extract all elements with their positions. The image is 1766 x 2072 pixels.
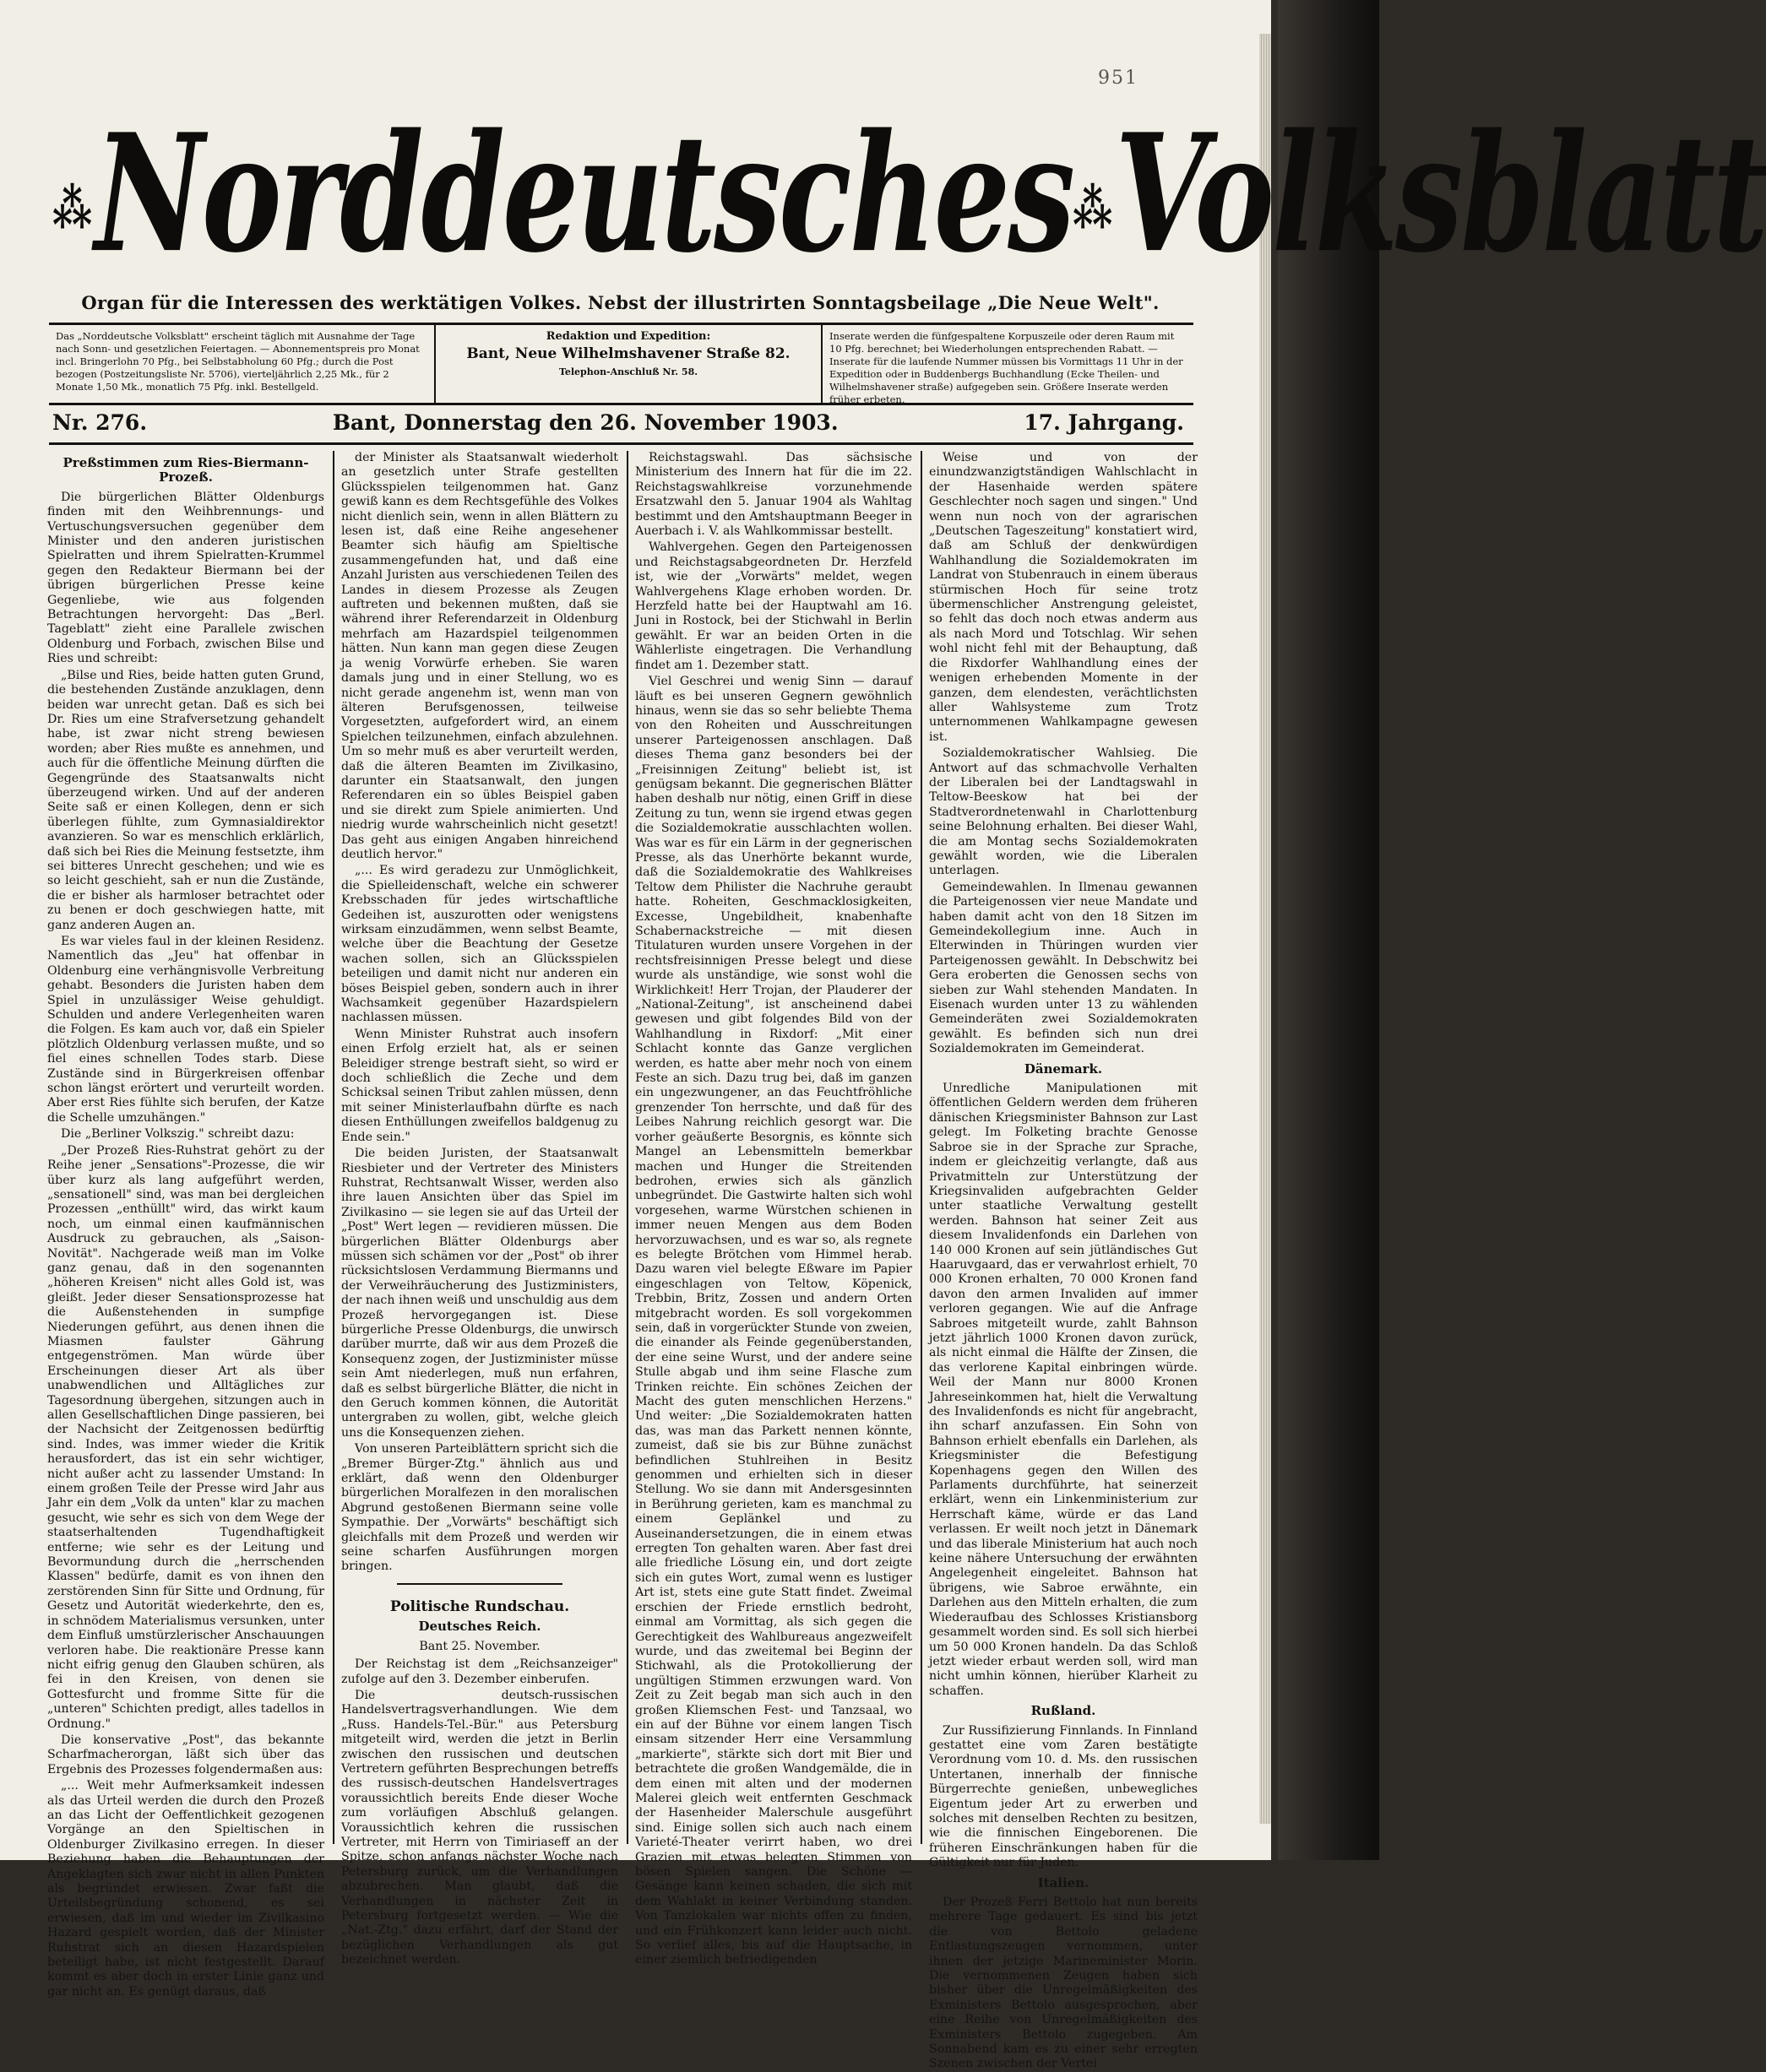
- paragraph: Unredliche Manipulationen mit öffentlichen Geldern werden dem früheren dänischen Kriegsminister Bahnson zur Last gelegt. Im Folketing brachte Genosse Sabroe sie in der Sprache zur Sprache, indem er gleichzeitig verlangte, daß aus Privatmitteln zur Unterstützung der Kriegsinvaliden aufgebrachten Gelder unter staatliche Verwaltung gestellt werden. Bahnson hat seiner Zeit aus diesem Invalidenfonds ein Darlehen von 140 000 Kronen auf sein jütländisches Gut Haaruvgaard, das er verwahrlost erhielt, 70 000 Kronen erhalten, 70 000 Kronen fand davon den armen Invaliden auf immer verloren gegangen. Wie auf die Anfrage Sabroes mitgeteilt wurde, zahlt Bahnson jetzt jährlich 1000 Kronen davon zurück, als nicht einmal die Hälfte der Zinsen, die das verlorene Kapital einbringen würde. Weil der Mann nur 8000 Kronen Jahreseinkommen hat, hielt die Verwaltung des Invalidenfonds es nicht für angebracht, ihn scharf anzufassen. Ein Sohn von Bahnson erhielt ebenfalls ein Darlehen, als Kriegsminister die Befestigung Kopenhagens gegen den Willen des Parlaments durchführte, hat seinerzeit erklärt, wenn ein Linkenministerium zur Herrschaft käme, würde er das Land verlassen. Er weilt noch jetzt in Dänemark und das liberale Ministerium hat auch noch keine nähere Untersuchung der erwähnten Angelegenheit eingeleitet. Bahnson hat übrigens, wie Sabroe erwähnte, ein Darlehen aus den Mitteln erhalten, die zum Wiederaufbau des Schlosses Kristiansborg gesammelt worden sind. Es soll sich hierbei um 50 000 Kronen handeln. Da das Schloß jetzt wieder erbaut werden soll, wird man nicht umhin können, hierüber Klarheit zu schaffen.: [929, 1082, 1198, 1698]
- paragraph: Die deutsch-russischen Handelsvertragsverhandlungen. Wie dem „Russ. Handels-Tel.-Bür." aus Petersburg mitgeteilt wird, werden die jetzt in Berlin zwischen den russischen und deutschen Vertretern geführten Besprechungen betreffs des russisch-deutschen Handelsvertrages voraussichtlich bereits Ende dieser Woche zum vorläufigen Abschluß gelangen. Voraussichtlich kehren die russischen Vertreter, mit Herrn von Timiriaseff an der Spitze, schon anfangs nächster Woche nach Petersburg zurück, um die Verhandlungen abzubrechen. Man glaubt, daß die Verhandlungen in nächster Zeit in Petersburg fortgesetzt werden. — Wie die „Nat.-Ztg." dazu erfährt, darf der Stand der bezüglichen Verhandlungen als gut bezeichnet werden.: [341, 1688, 618, 1967]
- subtitle: Organ für die Interessen des werktätigen Volkes. Nebst der illustrirten Sonntagsbeilage „Die Neue Welt".: [81, 292, 1160, 313]
- editorial-heading: Redaktion und Expedition:: [546, 330, 711, 343]
- dateline-local: Bant 25. November.: [419, 1639, 541, 1653]
- issue-number: Nr. 276.: [52, 410, 148, 435]
- column-rule: [333, 451, 334, 1844]
- subscription-info: Das „Norddeutsche Volksblatt" erscheint täglich mit Ausnahme der Tage nach Sonn- und gesetzlichen Feiertagen. — Abonnementspreis pro Monat incl. Bringerlohn 70 Pfg., bei Selbstabholung 60 Pfg.; durch die Post bezogen (Postzeitungsliste Nr. 5706), vierteljährlich 2,25 Mk., für 2 Monate 1,50 Mk., monatlich 75 Pfg. inkl. Bestellgeld.: [49, 325, 436, 403]
- subsection-heading: Rußland.: [1030, 1703, 1096, 1719]
- editorial-street: Bant, Neue Wilhelmshavener Straße 82.: [466, 345, 791, 362]
- dateline-rule: [49, 442, 1193, 445]
- column-2: [341, 451, 618, 1967]
- page-edge: [1259, 34, 1271, 1824]
- column-rule: [921, 451, 922, 1844]
- paragraph: Zur Russifizierung Finnlands. In Finnland gestattet eine vom Zaren bestätigte Verordnung vom 10. d. Ms. den russischen Untertanen, innerhalb der finnische Bürgerrechte genießen, unbewegliches Eigentum jeder Art zu erwerben und solches mit denselben Rechten zu besitzen, wie die finnischen Eingeborenen. Die früheren Einschränkungen haben für die Gültigkeit nur für Juden.: [929, 1723, 1198, 1870]
- editorial-address: [436, 325, 823, 403]
- ornament-icon: ⁂: [1073, 176, 1111, 239]
- ornament-icon: ⁂: [52, 176, 90, 239]
- subsection-heading: Italien.: [1037, 1874, 1089, 1890]
- paragraph: Von unseren Parteiblättern spricht sich die „Bremer Bürger-Ztg." ähnlich aus und erklärt, daß wenn den Oldenburger bürgerlichen Moralfezen in den moralischen Abgrund gestoßenen Biermann seine volle Sympathie. Der „Vorwärts" beschäftigt sich gleichfalls mit dem Prozeß und werden wir seine scharfen Ausführungen morgen bringen.: [341, 1442, 618, 1574]
- section-divider: [397, 1583, 563, 1585]
- issue-date: Bant, Donnerstag den 26. November 1903.: [332, 410, 839, 435]
- paragraph: „Der Prozeß Ries-Ruhstrat gehört zu der Reihe jener „Sensations"-Prozesse, die wir über kurz als lang aufgeführt werden, „sensationell" sind, was man bei dergleichen Prozessen „enthüllt" wird, das wirkt kaum noch, um einmal einen kaufmännischen Ausdruck zu gebrauchen, als „Saison-Novität". Nachgerade weiß man im Volke ganz genau, daß in den sogenannten „höheren Kreisen" nicht alles Gold ist, was gleißt. Jeder dieser Sensationsprozesse hat die Außenstehenden in sumpfige Niederungen geführt, aus denen ihnen die Miasmen faulster Gährung entgegenströmen. Man würde über Erscheinungen dieser Art als über unabwendlichen und Alltägliches zur Tagesordnung übergehen, sitzungen auch in allen Gesellschaftlichen Dinge passieren, bei der Nachsicht der Zeitgenossen bedürftig sind. Indes, was immer wieder die Kritik herausfordert, das ist ein sehr wichtiger, nicht außer acht zu lassender Umstand: In einem großen Teile der Presse wird Jahr aus Jahr ein dem „Volk da unten" klar zu machen gesucht, wie sehr es sich von dem Wege der staatserhaltenden Tugendhaftigkeit entferne; wie sehr es der Leitung und Bevormundung durch die „herrschenden Klassen" bedürfe, damit es von ihnen den zerstörenden Sinn für Sitte und Ordnung, für Gesetz und Autorität wiederkehrte, den es, in schnödem Materialismus versunken, unter dem Einfluß umstürzlerischer Anschauungen verloren habe. Die reaktionäre Presse kann nicht eifrig genug den Glauben schüren, als fei in den Kreisen, von denen sie Gottesfurcht und fromme Sitte für die „unteren" Schichten predigt, alles tadellos in Ordnung.": [47, 1143, 324, 1731]
- masthead-word-1: ⁂Norddeutsches: [52, 99, 1073, 290]
- paragraph: „Bilse und Ries, beide hatten guten Grund, die bestehenden Zustände anzuklagen, denn beiden war unrecht getan. Daß es sich bei Dr. Ries um eine Strafversetzung gehandelt habe, ist zwar nicht streng bewiesen worden; aber Ries mußte es annehmen, und auch für die öffentliche Meinung dürften die Gegengründe des Staatsanwalts nicht überzeugend wirken. Und auf der anderen Seite saß er einen Kollegen, denn er sich überlegen fühlte, zum Gymnasialdirektor avanzieren. So war es menschlich erklärlich, daß sich bei Ries die Meinung festsetzte, ihm sei bitteres Unrecht geschehen; und wie es so leicht geschieht, sah er nun die Zustände, die er bisher als harmloser betrachtet oder zu benen er doch geschwiegen hatte, mit ganz anderen Augen an.: [47, 668, 324, 932]
- paragraph: Wahlvergehen. Gegen den Parteigenossen und Reichstagsabgeordneten Dr. Herzfeld ist, wie der „Vorwärts" meldet, wegen Wahlvergehens Klage erhoben worden. Dr. Herzfeld hatte bei der Hauptwahl am 16. Juni in Rostock, bei der Stichwahl in Berlin gewählt. Er war an beiden Orten in die Wählerliste eingetragen. Die Verhandlung findet am 1. Dezember statt.: [635, 540, 912, 672]
- archive-mark: 951: [1098, 68, 1138, 89]
- column-4: [929, 451, 1198, 2071]
- paragraph: Weise und von der einundzwanzigtständigen Wahlschlacht in der Hasenhaide werden spätere Geschlechter noch sagen und singen." Und wenn nun noch von der agrarischen „Deutschen Tageszeitung" konstatiert wird, daß am Schluß der denkwürdigen Wahlhandlung die Sozialdemokraten im Landrat von Stubenrauch in einem überaus stürmischen Hoch für seine trotz übermenschlicher Anstrengung geleistet, so fehlt das doch noch etwas anderm aus als nach Mord und Totschlag. Wir sehen wohl nicht fehl mit der Behauptung, daß die Rixdorfer Wahlhandlung eines der wenigen erhebenden Momente in der ganzen, dem elendesten, verächtlichsten aller Wahlsysteme zum Trotz unternommenen Wahlkampagne gewesen ist.: [929, 451, 1198, 744]
- paragraph: „... Weit mehr Aufmerksamkeit indessen als das Urteil werden die durch den Prozeß an das Licht der Oeffentlichkeit gezogenen Vorgänge an den Spieltischen in Oldenburger Zivilkasino erregen. In dieser Beziehung haben die Behauptungen der Angeklagten sich zwar nicht in allen Punkten als begründet erwiesen. Zwar faßt die Urteilsbegründung schonend, es sei erwiesen, daß im und wieder im Zivilkasino Hazard gespielt worden, daß der Minister Ruhstrat sich an diesen Hazardspielen beteiligt habe, ist nicht festgestellt. Darauf kommt es aber doch in erster Linie ganz und gar nicht an. Es genügt daraus, daß: [47, 1779, 324, 1999]
- paragraph: Der Prozeß Ferri Bettolo hat nun bereits mehrere Tage gedauert. Es sind bis jetzt die von Bettolo geladene Entlastungszeugen vernommen, unter ihnen der jetzige Marineminister Morin. Die vernommenen Zeugen haben sich bisher über die Unregelmäßigkeiten des Exministers Bettolo ausgesprochen, aber eine Reihe von Unregelmäßigkeiten des Exministers Bettolo zugegeben. Am Sonnabend kam es zu einer sehr erregten Szenen zwischen der Vertei: [929, 1896, 1198, 2071]
- paragraph: Sozialdemokratischer Wahlsieg. Die Antwort auf das schmachvolle Verhalten der Liberalen bei der Landtagswahl in Teltow-Beeskow hat bei der Stadtverordnetenwahl in Charlottenburg seine Belohnung erhalten. Bei dieser Wahl, die am Montag sechs Sozialdemokraten gewählt worden, wie die Liberalen unterlagen.: [929, 746, 1198, 878]
- masthead-word-2: ⁂Volksblatt: [1073, 99, 1766, 290]
- paragraph: Die „Berliner Volkszig." schreibt dazu:: [61, 1127, 295, 1142]
- paragraph: Wenn Minister Ruhstrat auch insofern einen Erfolg erzielt hat, als er seinen Beleidiger strenge bestraft sieht, so wird er doch schließlich die Zeche und dem Schicksal seinen Tribut zahlen müssen, denn mit seiner Ministerlaufbahn dürfte es nach diesen Enthüllungen zweifellos baldgenug zu Ende sein.": [341, 1027, 618, 1144]
- article-columns: [44, 451, 1201, 2071]
- column-3: [635, 451, 912, 1967]
- paragraph: Es war vieles faul in der kleinen Residenz. Namentlich das „Jeu" hat offenbar in Oldenburg eine verhängnisvolle Verbreitung gehabt. Besonders die Juristen haben dem Spiel in unzulässiger Weise gehuldigt. Schulden und andere Verlegenheiten waren die Folgen. Es kam auch vor, daß ein Spieler plötzlich Oldenburg verlassen mußte, und so fiel eines schnellen Todes starb. Diese Zustände sind in Bürgerkreisen offenbar schon längst erörtert und verurteilt worden. Aber erst Ries fühlte sich berufen, der Katze die Schelle umzuhängen.": [47, 935, 324, 1125]
- volume-year: 17. Jahrgang.: [1024, 410, 1184, 435]
- editorial-phone: Telephon-Anschluß Nr. 58.: [558, 366, 698, 377]
- section-heading: Politische Rundschau.: [389, 1597, 570, 1615]
- paragraph: der Minister als Staatsanwalt wiederholt an gesetzlich unter Strafe gestellten Glücksspielen teilgenommen hat. Ganz gewiß kann es dem Rechtsgefühle des Volkes nicht dienlich sein, wenn in allen Blättern zu lesen ist, daß eine Reihe angesehener Beamter sich häufig am Spieltische zusammengefunden hat, und daß eine Anzahl Juristen aus verschiedenen Teilen des Landes in diesem Prozesse als Zeugen auftreten und bekennen mußten, daß sie während ihrer Referendarzeit in Oldenburg mehrfach am Hazardspiel teilgenommen hätten. Nun kann man gegen diese Zeugen ja wenig Vorwürfe erheben. Sie waren damals jung und in einer Stellung, wo es nicht gerade angenehm ist, wenn man von älteren Berufsgenossen, teilweise Vorgesetzten, aufgefordert wird, an einem Spielchen teilzunehmen, einfach abzulehnen. Um so mehr muß es aber verurteilt werden, daß die älteren Beamten im Zivilkasino, darunter ein Staatsanwalt, den jungen Referendaren ein so übles Beispiel gaben und sie direkt zum Spiele animierten. Und niedrig wurde wahrscheinlich nicht gesetzt! Das geht aus einigen Angaben hinreichend deutlich hervor.": [341, 451, 618, 861]
- dateline: [52, 407, 1184, 437]
- article-heading: Preßstimmen zum Ries-Biermann-Prozeß.: [62, 455, 309, 485]
- paragraph: Reichstagswahl. Das sächsische Ministerium des Innern hat für die im 22. Reichstagswahlkreise vorzunehmende Ersatzwahl den 5. Januar 1904 als Wahltag bestimmt und den Amtshauptmann Beeger in Auerbach i. V. als Wahlkommissar bestellt.: [635, 451, 912, 539]
- subsection-heading: Deutsches Reich.: [418, 1619, 541, 1635]
- paragraph: Die bürgerlichen Blätter Oldenburgs finden mit den Weihbrennungs- und Vertuschungsversuchen gegenüber dem Minister und den anderen juristischen Spielratten und ihrem Spielratten-Krummel gegen den Redakteur Biermann bei der übrigen bürgerlichen Presse keine Gegenliebe, wie aus folgenden Betrachtungen hervorgeht: Das „Berl. Tageblatt" zieht eine Parallele zwischen Oldenburg und Forbach, zwischen Bilse und Ries und schreibt:: [47, 490, 324, 666]
- advertising-info: Inserate werden die fünfgespaltene Korpuszeile oder deren Raum mit 10 Pfg. berechnet; bei Wiederholungen entsprechenden Rabatt. — Inserate für die laufende Nummer müssen bis Vormittags 11 Uhr in der Expedition oder in Buddenbergs Buchhandlung (Ecke Theilen- und Wilhelmshavener straße) aufgegeben sein. Größere Inserate werden früher erbeten.: [829, 330, 1183, 405]
- subsection-heading: Dänemark.: [1024, 1060, 1103, 1077]
- masthead: [52, 99, 1766, 290]
- column-1: [47, 451, 324, 1999]
- info-box: [49, 323, 1193, 405]
- paragraph: Viel Geschrei und wenig Sinn — darauf läuft es bei unseren Gegnern gewöhnlich hinaus, wenn sie das so sehr beliebte Thema von den Roheiten und Ausschreitungen unserer Parteigenossen anschlagen. Daß dieses Thema ganz besonders bei der „Freisinnigen Zeitung" beliebt ist, ist genügsam bekannt. Die gegnerischen Blätter haben deshalb nur nötig, einen Griff in diese Zeitung zu tun, wenn sie irgend etwas gegen die Sozialdemokratie ausschlachten wollen. Was war es für ein Lärm in der gegnerischen Presse, als das Unerhörte bekannt wurde, daß die Sozialdemokratie des Wahlkreises Teltow dem Philister die Nachruhe geraubt hatte. Roheiten, Geschmacklosigkeiten, Excesse, Ungebildheit, knabenhafte Schabernackstreiche — mit diesen Titulaturen wurden unsere Vorgehen in der rechtsfreisinnigen Presse belegt und diese wurde als unständige, wie sonst wohl die Wirklichkeit! Herr Trojan, der Plauderer der „National-Zeitung", ist anscheinend dabei gewesen und gibt folgendes Bild von der Wahlhandlung in Rixdorf: „Mit einer Schlacht konnte das Ganze verglichen werden, es hatte aber mehr noch von einem Feste an sich. Dazu trug bei, daß im ganzen ein ungezwungener, an das Feuchtfröhliche grenzender Ton herrschte, und daß für des Leibes Nahrung reichlich gesorgt war. Die vorher geäußerte Besorgnis, es könnte sich Mangel an Lebensmitteln bemerkbar machen und Hunger die Streitenden bedrohen, erwies sich als gänzlich unbegründet. Die Gastwirte halten sich wohl vorgesehen, warme Würstchen schienen in immer neuen Mengen aus dem Boden hervorzuwachsen, und es war so, als regnete es belegte Brötchen vom Himmel herab. Dazu waren viel belegte Eßware im Papier eingeschlagen von Teltow, Köpenick, Trebbin, Britz, Zossen und andern Orten mitgebracht worden. Es soll vorgekommen sein, daß in vorgerückter Stunde von zweien, die einander als Feinde gegenüberstanden, der eine seine Wurst, und der andere seine Stulle abgab und ihm seine Flasche zum Trinken reichte. Ein schönes Zeichen der Macht des guten menschlichen Herzens." Und weiter: „Die Sozialdemokraten hatten das, was man das Parkett nennen könnte, zumeist, daß sie bis zur Bühne zunächst befindlichen Stuhlreihen in Besitz genommen und erhielten sich in dieser Stellung. Wo sie dann mit Andersgesinnten in Berührung gerieten, kam es manchmal zu einem Geplänkel und zu Auseinandersetzungen, die in einem etwas erregten Ton gehalten waren. Aber fast drei alle friedliche Lösung ein, und dort zeigte sich ein gutes Wort, zumal wenn es lustiger Art ist, stets eine gute Statt findet. Zweimal erschien der Friede ernstlich bedroht, einmal am Vormittag, als sich gegen die Gerechtigkeit des Wahlbureaus angezweifelt wurde, und das zweitemal bei Beginn der Stichwahl, als die Protokollierung der ungültigen Stimmen erzwungen ward. Von Zeit zu Zeit begab man sich auch in den großen Kliemschen Fest- und Tanzsaal, wo ein auf der Bühne vor einem langen Tisch einsam sitzender Herr eine Versammlung „markierte", stärkte sich dort mit Bier und betrachtete die großen Wandgemälde, die in dem einen mit alten und der modernen Malerei gleich weit entfernten Geschmack der Hasenheider Malerschule ausgeführt sind. Einige sollen sich auch nach einem Varieté-Theater verirrt haben, wo drei Grazien mit etwas belegten Stimmen von bösen Spielen sangen. Die Schöne — Gesänge kann keinen schaden, die sich mit dem Wahlakt in keiner Verbindung standen. Von Tanzlokalen war nichts offen zu finden, und ein Frühkonzert kann leider auch nicht. So verlief alles, bis auf die Hauptsache, in einer ziemlich befriedigenden: [635, 675, 912, 1967]
- paragraph: „... Es wird geradezu zur Unmöglichkeit, die Spielleidenschaft, welche ein schwerer Krebsschaden für jedes wirtschaftliche Gedeihen ist, auszurotten oder wenigstens wirksam einzudämmen, wenn selbst Beamte, welche über die Beachtung der Gesetze wachen sollen, sich an Glücksspielen beteiligen und damit nicht nur anderen ein böses Beispiel geben, sondern auch in ihrer Wachsamkeit gegenüber Hazardspielern nachlassen müssen.: [341, 864, 618, 1025]
- paragraph: Die beiden Juristen, der Staatsanwalt Riesbieter und der Vertreter des Ministers Ruhstrat, Rechtsanwalt Wisser, werden also ihre lauen Ansichten über das Spiel im Zivilkasino — sie legen sie auf das Urteil der „Post" Wert legen — revidieren müssen. Die bürgerlichen Blätter Oldenburgs aber müssen sich schämen vor der „Post" ob ihrer rücksichtslosen Verdammung Biermanns und der Verweihräucherung des Justizministers, der nach ihnen weiß und unschuldig aus dem Prozeß hervorgegangen ist. Diese bürgerliche Presse Oldenburgs, die unwirsch darüber murrte, daß wir aus dem Prozeß die Konsequenz zogen, der Justizminister müsse sein Amt niederlegen, muß nun erfahren, daß es selbst bürgerliche Blätter, die nicht in den Geruch kommen können, die Autorität untergraben zu wollen, gibt, welche gleich uns die Konsequenzen ziehen.: [341, 1147, 618, 1440]
- paragraph: Die konservative „Post", das bekannte Scharfmacherorgan, läßt sich über das Ergebnis des Prozesses folgendermaßen aus:: [47, 1733, 324, 1776]
- paragraph: Der Reichstag ist dem „Reichsanzeiger" zufolge auf den 3. Dezember einberufen.: [341, 1657, 618, 1686]
- column-rule: [627, 451, 628, 1844]
- paragraph: Gemeindewahlen. In Ilmenau gewannen die Parteigenossen vier neue Mandate und haben damit acht von den 18 Sitzen im Gemeindekollegium inne. Auch in Elterwinden in Thüringen wurden vier Parteigenossen gewählt. In Debschwitz bei Gera eroberten die Genossen sechs von sieben zur Wahl stehenden Mandaten. In Eisenach wurden unter 13 zu wählenden Gemeinderäten zwei Sozialdemokraten gewählt. Es befinden sich nun drei Sozialdemokraten im Gemeinderat.: [929, 880, 1198, 1056]
